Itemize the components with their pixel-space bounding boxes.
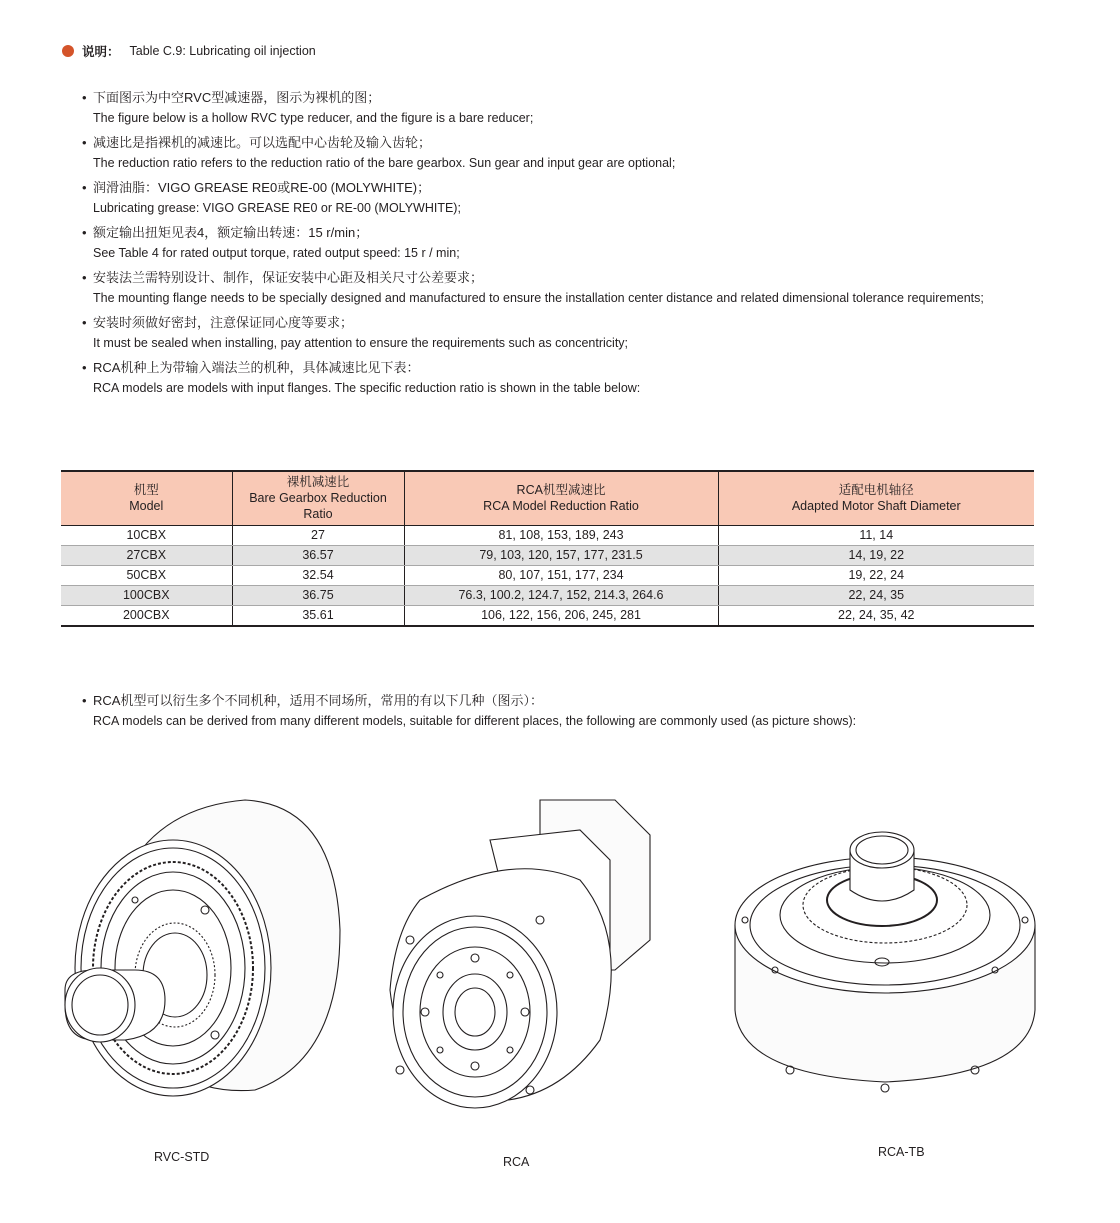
- cell-rca-ratio: 106, 122, 156, 206, 245, 281: [404, 606, 718, 627]
- cell-shaft-diameter: 22, 24, 35, 42: [718, 606, 1034, 627]
- note-item: • 下面图示为中空RVC型减速器，图示为裸机的图； The figure below is a hollow RVC type reducer, and the figure is a bare reducer;: [82, 87, 1082, 132]
- cell-bare-ratio: 27: [232, 526, 404, 546]
- note-en: The figure below is a hollow RVC type reducer, and the figure is a bare reducer;: [93, 111, 534, 125]
- note-cn: 安装时须做好密封，注意保证同心度等要求；: [93, 315, 354, 330]
- cell-shaft-diameter: 22, 24, 35: [718, 586, 1034, 606]
- note-en: The reduction ratio refers to the reduction ratio of the bare gearbox. Sun gear and input gear are optional;: [93, 156, 676, 170]
- cell-model: 27CBX: [61, 546, 232, 566]
- note-en: The mounting flange needs to be specially designed and manufactured to ensure the installation center distance and related dimensional tolerance requirements;: [93, 291, 984, 305]
- cell-rca-ratio: 79, 103, 120, 157, 177, 231.5: [404, 546, 718, 566]
- note-item: • 润滑油脂：VIGO GREASE RE0或RE-00 (MOLYWHITE)； Lubricating grease: VIGO GREASE RE0 or RE-00 (MOLYWHITE);: [82, 177, 1082, 222]
- note-cn: RCA机种上为带输入端法兰的机种，具体减速比见下表：: [93, 360, 420, 375]
- table-row: [61, 586, 1034, 606]
- derived-models-note: • RCA机型可以衍生多个不同机种，适用不同场所，常用的有以下几种（图示）： RCA models can be derived from many different models, suitable for different places, the following are commonly used (as picture shows):: [82, 690, 856, 732]
- header-rca-ratio: RCA机型减速比 RCA Model Reduction Ratio: [404, 471, 718, 526]
- table-row: [61, 606, 1034, 627]
- table-row: [61, 526, 1034, 546]
- cell-rca-ratio: 76.3, 100.2, 124.7, 152, 214.3, 264.6: [404, 586, 718, 606]
- cell-bare-ratio: 36.75: [232, 586, 404, 606]
- note-item: • 额定输出扭矩见表4，额定输出转速：15 r/min； See Table 4 for rated output torque, rated output speed: 15 r / min;: [82, 222, 1082, 267]
- figure-caption-rca-tb: RCA-TB: [878, 1145, 925, 1159]
- cell-model: 10CBX: [61, 526, 232, 546]
- note-item: • 减速比是指裸机的减速比。可以选配中心齿轮及输入齿轮； The reduction ratio refers to the reduction ratio of the bare gearbox. Sun gear and input gear are optional;: [82, 132, 1082, 177]
- cell-model: 50CBX: [61, 566, 232, 586]
- notes-list: [82, 87, 1082, 402]
- table-row: [61, 566, 1034, 586]
- cell-shaft-diameter: 14, 19, 22: [718, 546, 1034, 566]
- note-cn: 减速比是指裸机的减速比。可以选配中心齿轮及输入齿轮；: [93, 135, 432, 150]
- note-en: See Table 4 for rated output torque, rated output speed: 15 r / min;: [93, 246, 460, 260]
- note-cn: RCA机型可以衍生多个不同机种，适用不同场所，常用的有以下几种（图示）：: [93, 693, 543, 708]
- note-item: • 安装法兰需特别设计、制作，保证安装中心距及相关尺寸公差要求； The mounting flange needs to be specially designed and manufactured to ensure the installation center distance and related dimensional tolerance requirements;: [82, 267, 1082, 312]
- note-cn: 额定输出扭矩见表4，额定输出转速：15 r/min；: [93, 225, 369, 240]
- note-en: It must be sealed when installing, pay attention to ensure the requirements such as concentricity;: [93, 336, 629, 350]
- cell-model: 100CBX: [61, 586, 232, 606]
- note-en: RCA models are models with input flanges. The specific reduction ratio is shown in the table below:: [93, 381, 641, 395]
- note-cn: 安装法兰需特别设计、制作，保证安装中心距及相关尺寸公差要求；: [93, 270, 484, 285]
- rca-tb-reducer-drawing: [730, 820, 1040, 1100]
- rvc-std-reducer-drawing: [55, 790, 355, 1110]
- note-en: RCA models can be derived from many different models, suitable for different places, the following are commonly used (as picture shows):: [93, 714, 857, 728]
- cell-rca-ratio: 80, 107, 151, 177, 234: [404, 566, 718, 586]
- header-bare-ratio: 裸机减速比 Bare Gearbox Reduction Ratio: [232, 471, 404, 526]
- cell-model: 200CBX: [61, 606, 232, 627]
- cell-shaft-diameter: 11, 14: [718, 526, 1034, 546]
- table-row: [61, 546, 1034, 566]
- cell-shaft-diameter: 19, 22, 24: [718, 566, 1034, 586]
- bullet-dot-icon: [62, 45, 74, 57]
- note-item: • RCA机种上为带输入端法兰的机种，具体减速比见下表： RCA models are models with input flanges. The specific reduction ratio is shown in the table below:: [82, 357, 1082, 402]
- cell-rca-ratio: 81, 108, 153, 189, 243: [404, 526, 718, 546]
- note-cn: 下面图示为中空RVC型减速器，图示为裸机的图；: [93, 90, 381, 105]
- section-header: [62, 42, 316, 60]
- note-en: Lubricating grease: VIGO GREASE RE0 or RE-00 (MOLYWHITE);: [93, 201, 461, 215]
- rca-reducer-drawing: [380, 790, 670, 1115]
- cell-bare-ratio: 32.54: [232, 566, 404, 586]
- note-item: • 安装时须做好密封，注意保证同心度等要求； It must be sealed when installing, pay attention to ensure the requirements such as concentricity;: [82, 312, 1082, 357]
- cell-bare-ratio: 35.61: [232, 606, 404, 627]
- header-shaft-diameter: 适配电机轴径 Adapted Motor Shaft Diameter: [718, 471, 1034, 526]
- reduction-ratio-table: [61, 470, 1034, 627]
- figure-caption-rvc-std: RVC-STD: [154, 1150, 210, 1164]
- header-model: 机型 Model: [61, 471, 232, 526]
- cell-bare-ratio: 36.57: [232, 546, 404, 566]
- figure-caption-rca: RCA: [503, 1155, 530, 1169]
- section-label: 说明：: [82, 45, 120, 59]
- section-title: Table C.9: Lubricating oil injection: [129, 44, 316, 58]
- table-header-row: [61, 471, 1034, 526]
- note-cn: 润滑油脂：VIGO GREASE RE0或RE-00 (MOLYWHITE)；: [93, 180, 431, 195]
